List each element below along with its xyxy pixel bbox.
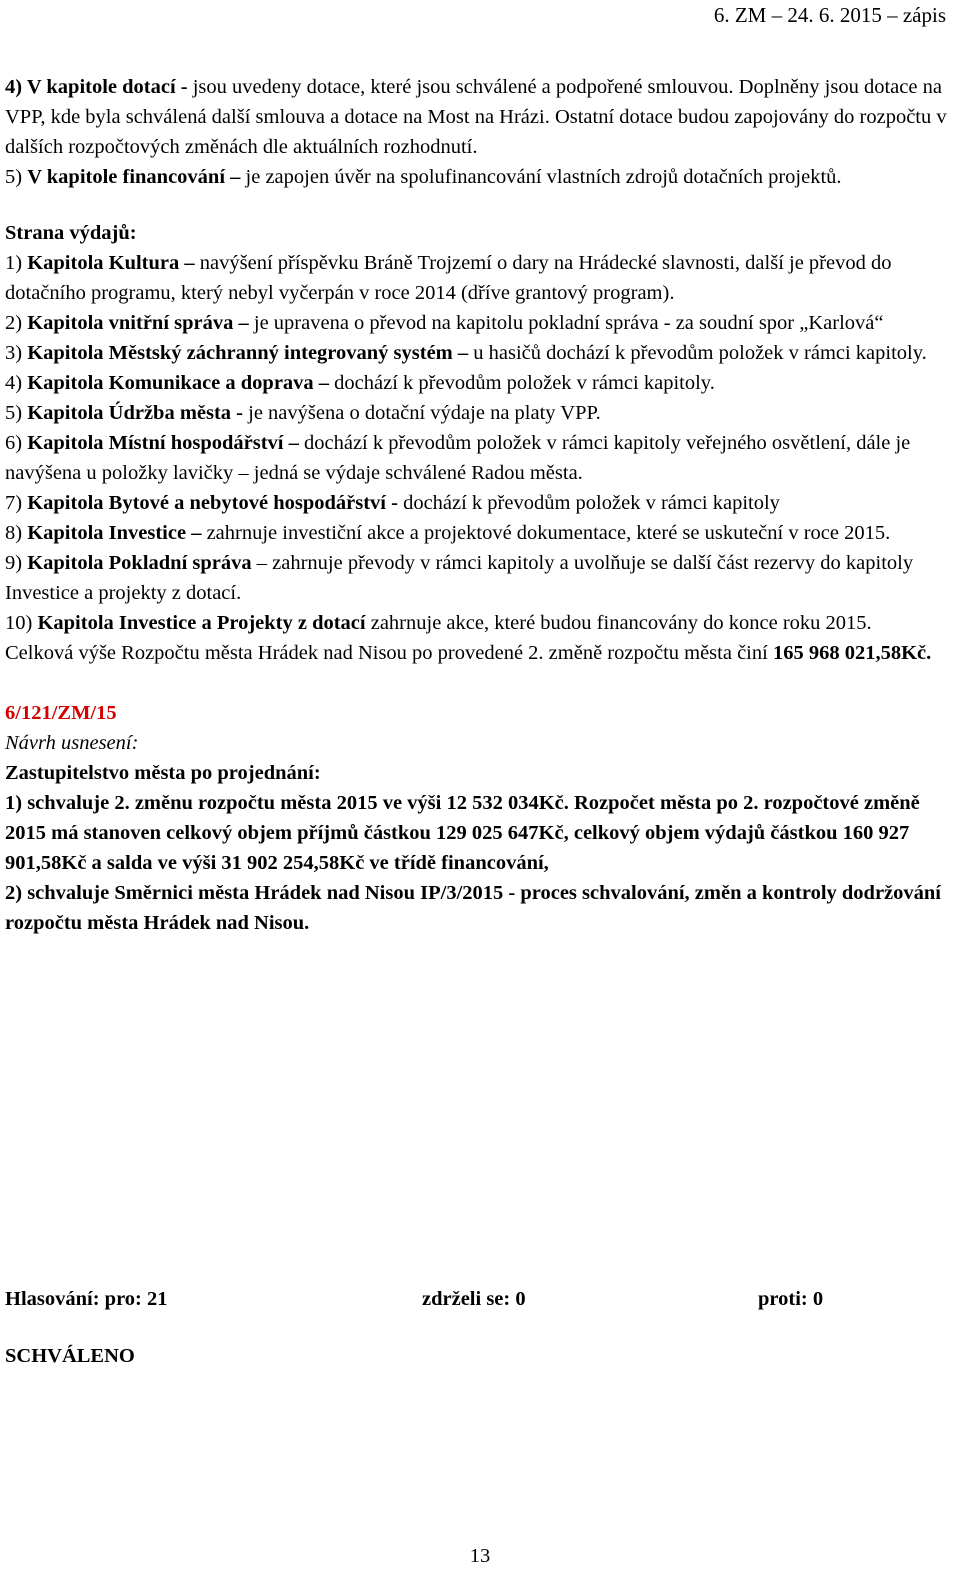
expense-item-number: 3) <box>5 342 28 364</box>
votes-against: proti: 0 <box>758 1288 824 1310</box>
revenue-item-4-text: jsou uvedeny dotace, které jsou schválené a podpořené smlouvou. Doplněny jsou dotace na VPP, kde byla schválená další smlouva a dotace na Most na Hrázi. Ostatní dotace budou zapojovány do rozpočtu v dalších rozpočtových změnách dle aktuálních rozhodnutí. <box>5 76 947 158</box>
budget-total-text: Celková výše Rozpočtu města Hrádek nad Nisou po provedené 2. změně rozpočtu města činí <box>5 642 773 664</box>
expense-item-text: dochází k převodům položek v rámci kapitoly <box>397 492 780 514</box>
spacer <box>5 192 950 218</box>
expense-item-number: 4) <box>5 372 28 394</box>
revenue-item-4-title: 4) V kapitole dotací - <box>5 76 188 98</box>
expense-item-number: 6) <box>5 432 28 454</box>
approval-status: SCHVÁLENO <box>5 1345 135 1367</box>
expense-item-3 <box>5 338 950 368</box>
expense-item-title: Kapitola Investice – <box>27 522 202 544</box>
resolution-number: 6/121/ZM/15 <box>5 702 117 724</box>
revenue-item-4 <box>5 72 950 162</box>
resolution-point-2: 2) schvaluje Směrnici města Hrádek nad Nisou IP/3/2015 - proces schvalování, změn a kontroly dodržování rozpočtu města Hrádek nad Nisou. <box>5 882 941 934</box>
expense-item-6 <box>5 428 950 488</box>
document-body <box>5 72 950 938</box>
expense-item-text: je navýšena o dotační výdaje na platy VPP. <box>243 402 601 424</box>
expense-item-number: 2) <box>5 312 28 334</box>
expenses-heading: Strana výdajů: <box>5 222 137 244</box>
expense-item-title: Kapitola vnitřní správa – <box>27 312 249 334</box>
expense-item-text: zahrnuje akce, které budou financovány do konce roku 2015. <box>365 612 872 634</box>
revenue-item-5-text: je zapojen úvěr na spolufinancování vlastních zdrojů dotačních projektů. <box>240 166 842 188</box>
expense-item-9 <box>5 548 950 608</box>
expense-item-title: Kapitola Místní hospodářství – <box>27 432 299 454</box>
expense-item-10 <box>5 608 950 638</box>
expense-item-text: je upravena o převod na kapitolu pokladní správa - za soudní spor „Karlová“ <box>248 312 884 334</box>
expense-item-number: 1) <box>5 252 28 274</box>
votes-for: Hlasování: pro: 21 <box>5 1288 168 1310</box>
expense-item-7 <box>5 488 950 518</box>
expense-item-text: navýšení příspěvku Bráně Trojzemí o dary na Hrádecké slavnosti, další je převod do dotačního programu, který nebyl vyčerpán v roce 2014 (dříve grantový program). <box>5 252 892 304</box>
expense-item-title: Kapitola Městský záchranný integrovaný systém – <box>27 342 469 364</box>
expense-item-title: Kapitola Komunikace a doprava – <box>27 372 330 394</box>
resolution-intro: Zastupitelstvo města po projednání: <box>5 762 321 784</box>
expense-item-text: dochází k převodům položek v rámci kapitoly. <box>329 372 715 394</box>
votes-abstained: zdrželi se: 0 <box>422 1288 526 1310</box>
expense-item-text: dochází k převodům položek v rámci kapitoly veřejného osvětlení, dále je navýšena u položky lavičky – jedná se výdaje schválené Radou města. <box>5 432 911 484</box>
expense-item-number: 10) <box>5 612 38 634</box>
expense-item-2 <box>5 308 950 338</box>
expense-item-number: 8) <box>5 522 28 544</box>
expense-item-title: Kapitola Údržba města - <box>27 402 244 424</box>
expense-item-text: – zahrnuje převody v rámci kapitoly a uvolňuje se další část rezervy do kapitoly Investice a projekty z dotací. <box>5 552 914 604</box>
expense-item-title: Kapitola Kultura – <box>27 252 195 274</box>
budget-total <box>5 638 950 668</box>
expense-item-title: Kapitola Pokladní správa <box>27 552 252 574</box>
budget-total-value: 165 968 021,58Kč. <box>772 642 932 664</box>
expense-item-title: Kapitola Investice a Projekty z dotací <box>37 612 366 634</box>
expense-item-8 <box>5 518 950 548</box>
revenue-item-5-number: 5) <box>5 166 28 188</box>
expense-item-number: 9) <box>5 552 28 574</box>
page-header: 6. ZM – 24. 6. 2015 – zápis <box>713 3 946 27</box>
expense-item-5 <box>5 398 950 428</box>
revenue-item-5-title: V kapitole financování – <box>27 166 241 188</box>
revenue-item-5 <box>5 162 950 192</box>
expense-item-4 <box>5 368 950 398</box>
page-number: 13 <box>469 1545 491 1567</box>
expense-item-text: u hasičů dochází k převodům položek v rámci kapitoly. <box>468 342 927 364</box>
expense-item-title: Kapitola Bytové a nebytové hospodářství - <box>27 492 398 514</box>
resolution-point-1: 1) schvaluje 2. změnu rozpočtu města 2015 ve výši 12 532 034Kč. Rozpočet města po 2. rozpočtové změně 2015 má stanoven celkový objem příjmů částkou 129 025 647Kč, celkový objem výdajů částkou 160 927 901,58Kč a salda ve výši 31 902 254,58Kč ve třídě financování, <box>5 792 920 874</box>
expense-item-text: zahrnuje investiční akce a projektové dokumentace, které se uskuteční v roce 2015. <box>201 522 891 544</box>
spacer <box>5 668 950 698</box>
expense-item-number: 5) <box>5 402 28 424</box>
resolution-label: Návrh usnesení: <box>5 732 139 754</box>
expense-item-1 <box>5 248 950 308</box>
expense-item-number: 7) <box>5 492 28 514</box>
